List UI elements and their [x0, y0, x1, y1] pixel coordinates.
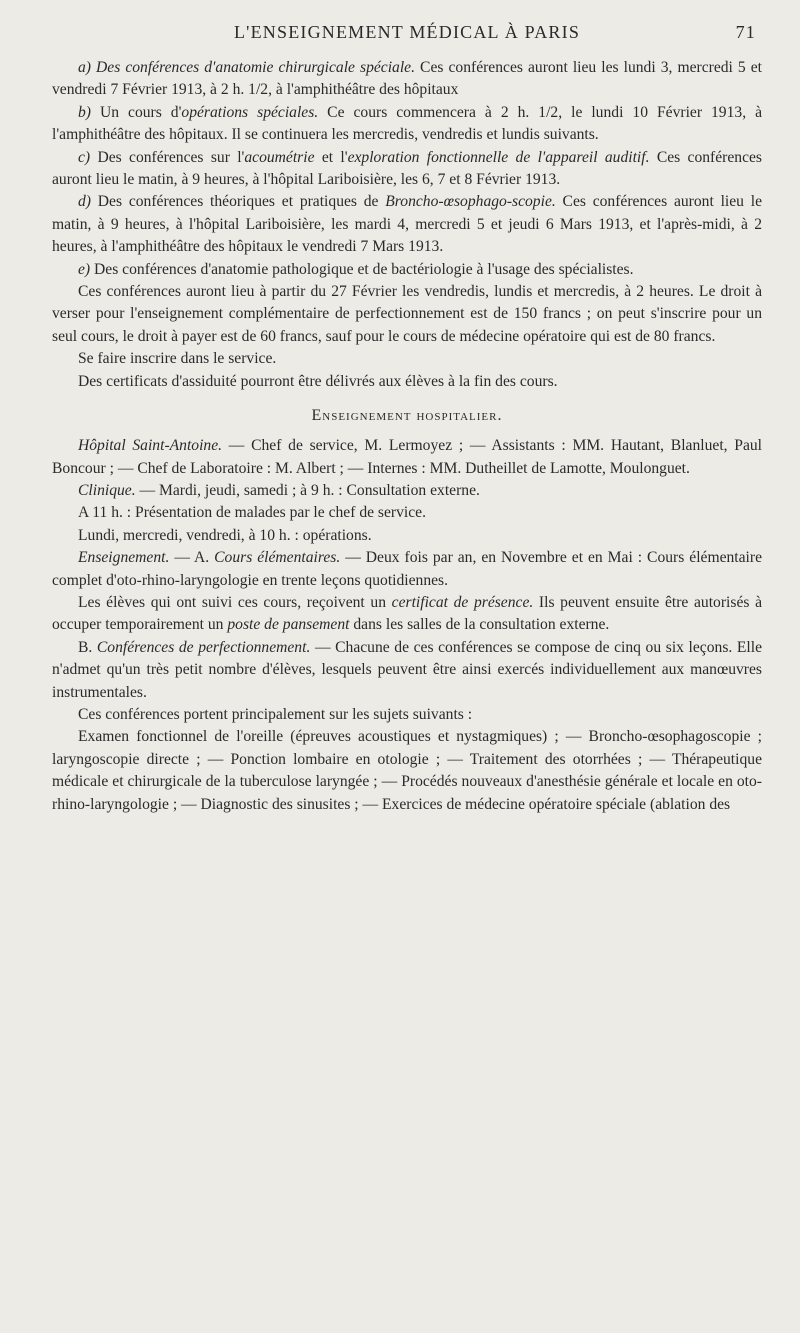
hospital-staff-text: — Chef de service, M. Lermoyez ; — Assistants : MM. Hautant, Blanluet, Paul Boncour ; — Chef de Laboratoire : M. Albert ; — Internes : MM. Dutheillet de Lamotte, Moulonguet.: [52, 437, 763, 477]
item-label: acoumétrie: [244, 148, 315, 166]
item-letter: c): [78, 148, 91, 166]
paragraph-certificats: Des certificats d'assiduité pourront être délivrés aux élèves à la fin des cours.: [78, 372, 558, 390]
item-letter: d): [78, 193, 91, 211]
item-label: Des conférences d'anatomie chirurgicale spéciale.: [96, 59, 416, 76]
item-letter: a): [78, 59, 91, 76]
item-text: Ce cours commencera à 2 h. 1/2, le lundi 10 Février 1913, à l'amphithéâtre des hôpitaux. Il se continuera les mercredis, vendredis et lundis suivants.: [52, 103, 763, 144]
item-c: [52, 147, 762, 192]
clinique-operations: Lundi, mercredi, vendredi, à 10 h. : opérations.: [78, 526, 372, 544]
enseignement-label: Enseignement.: [78, 549, 170, 567]
enseignement-b-prefix: B.: [78, 638, 97, 656]
section-title-initial: E: [311, 407, 323, 425]
paragraph-inscription: Se faire inscrire dans le service.: [78, 350, 277, 368]
item-text: Ces conférences auront lieu le matin, à 9 heures, à l'hôpital Lariboisière, les 6, 7 et 8 Février 1913.: [52, 148, 762, 189]
enseignement-b: [52, 637, 762, 704]
item-prefix: Des conférences sur l': [90, 148, 245, 166]
enseignement-b-text: — Chacune de ces conférences se compose de cinq ou six leçons. Elle n'admet qu'un très petit nombre d'élèves, lesquels peuvent être ainsi exercés individuellement aux manœuvres instrumentales.: [52, 638, 762, 701]
hospital-staff: [52, 435, 762, 480]
item-text: Des conférences d'anatomie pathologique et de bactériologie à l'usage des spécialistes.: [90, 260, 634, 278]
enseignement-a-text: — Deux fois par an, en Novembre et en Mai : Cours élémentaire complet d'oto-rhino-laryngologie en trente leçons quotidiennes.: [52, 549, 762, 589]
item-prefix: Des conférences théoriques et pratiques de: [91, 193, 386, 211]
eleves-poste: poste de pansement: [227, 616, 350, 634]
enseignement-a-label: Cours élémentaires.: [214, 549, 341, 567]
item-a: [52, 57, 762, 102]
sujets-list: Examen fonctionnel de l'oreille (épreuves acoustiques et nystagmiques) ; — Broncho-œsophagoscopie ; laryngoscopie directe ; — Ponction lombaire en otologie ; — Traitement des otorrhées ; — Thérapeutique médicale et chirurgicale de la tuberculose laryngée ; — Procédés nouveaux d'anesthésie générale et locale en oto-rhino-laryngologie ; — Diagnostic des sinusites ; — Exercices de médecine opératoire spéciale (ablation des: [52, 728, 762, 813]
item-prefix: Un cours d': [91, 103, 182, 121]
section-title: [52, 407, 762, 425]
eleves-certificat: certificat de présence.: [391, 593, 534, 611]
clinique-schedule: [52, 480, 762, 502]
eleves-text-2: Ils peuvent ensuite être autorisés à occuper temporairement un: [52, 593, 762, 634]
item-label: Broncho-œsophago-scopie.: [385, 193, 556, 211]
item-b: [52, 102, 762, 147]
enseignement-a: [52, 547, 762, 592]
eleves-text-3: dans les salles de la consultation externe.: [349, 616, 610, 634]
enseignement-b-label: Conférences de perfectionnement.: [96, 638, 311, 656]
clinique-text: — Mardi, jeudi, samedi ; à 9 h. : Consultation externe.: [135, 481, 480, 499]
hospital-name: Hôpital Saint-Antoine.: [78, 437, 223, 455]
section-title-rest: nseignement hospitalier.: [322, 407, 503, 425]
running-head: [52, 22, 762, 43]
sujets-intro: Ces conférences portent principalement sur les sujets suivants :: [78, 705, 473, 723]
enseignement-a-prefix: — A.: [169, 549, 215, 567]
item-d: [52, 191, 762, 258]
clinique-presentation: A 11 h. : Présentation de malades par le chef de service.: [78, 504, 426, 522]
eleves-paragraph: [52, 592, 762, 637]
page-number: 71: [735, 22, 756, 42]
clinique-label: Clinique.: [78, 481, 136, 499]
item-letter: b): [78, 103, 91, 121]
item-label: opérations spéciales.: [181, 103, 319, 121]
item-text: Ces conférences auront lieu les lundi 3, mercredi 5 et vendredi 7 Février 1913, à 2 h. 1/2, à l'amphithéâtre des hôpitaux: [52, 59, 762, 99]
running-head-title: L'ENSEIGNEMENT MÉDICAL À PARIS: [233, 22, 581, 42]
item-letter: e): [78, 260, 91, 278]
item-mid: et l': [314, 148, 348, 166]
item-e: [52, 259, 762, 281]
eleves-text-1: Les élèves qui ont suivi ces cours, reçoivent un: [78, 593, 392, 611]
item-label-2: exploration fonctionnelle de l'appareil auditif.: [347, 148, 650, 166]
item-text: Ces conférences auront lieu le matin, à 9 heures, à l'hôpital Lariboisière, les mardi 4, mercredi 5 et jeudi 6 Mars 1913, et l'après-midi, à 2 heures, à l'amphithéâtre des hôpitaux le vendredi 7 Mars 1913.: [52, 193, 762, 256]
paragraph-conditions: Ces conférences auront lieu à partir du 27 Février les vendredis, lundis et mercredis, à 2 heures. Le droit à verser pour l'enseignement complémentaire de perfectionnement est de 150 francs ; on peut s'inscrire pour un seul cours, le droit à payer est de 60 francs, sauf pour le cours de médecine opératoire qui est de 80 francs.: [52, 283, 762, 345]
